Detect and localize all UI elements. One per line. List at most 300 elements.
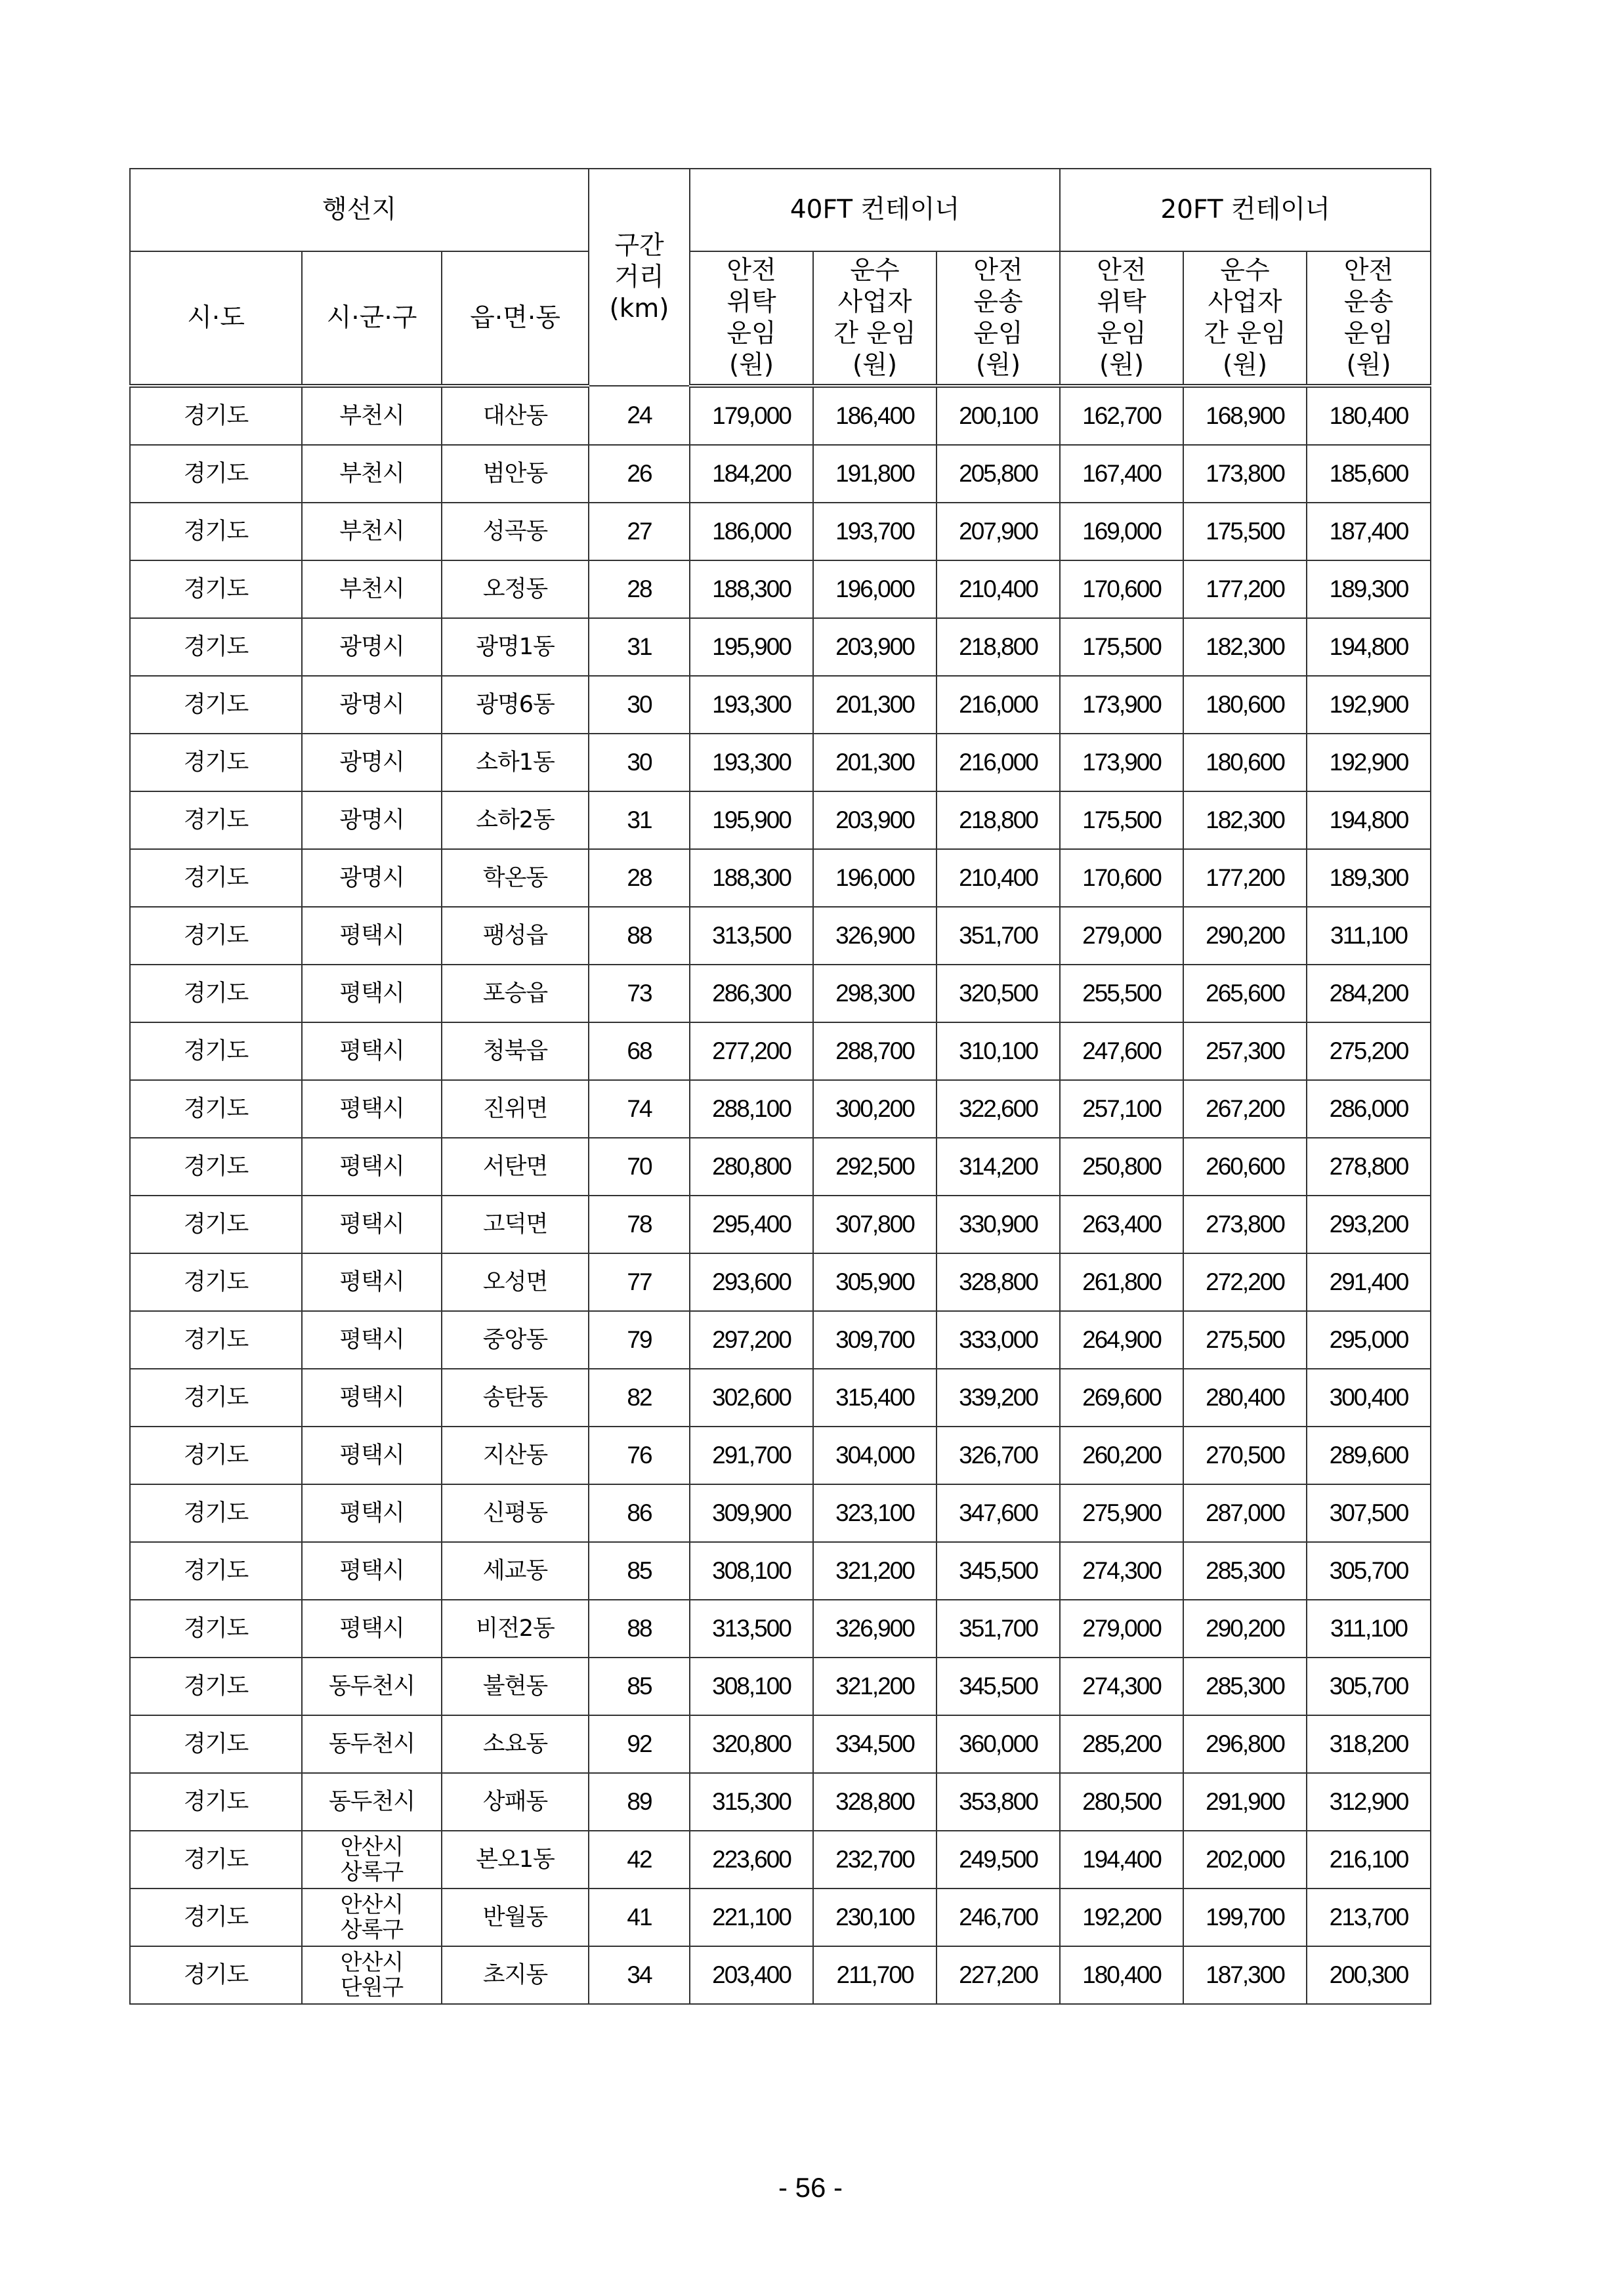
cell-town: 광명1동 — [442, 618, 589, 676]
cell-20ft-rate: 267,200 — [1183, 1080, 1307, 1138]
table-body — [130, 386, 1431, 2004]
cell-province: 경기도 — [130, 445, 302, 503]
cell-town: 팽성읍 — [442, 907, 589, 965]
header-rate-column-3 — [937, 251, 1060, 386]
cell-20ft-rate: 312,900 — [1307, 1773, 1431, 1831]
cell-distance: 73 — [589, 965, 690, 1022]
table-row — [130, 907, 1431, 965]
cell-20ft-rate: 275,200 — [1307, 1022, 1431, 1080]
cell-city-line: 상록구 — [340, 1917, 404, 1943]
cell-province: 경기도 — [130, 1022, 302, 1080]
header-distance — [589, 169, 690, 386]
cell-20ft-rate: 274,300 — [1060, 1542, 1183, 1600]
table-row — [130, 1946, 1431, 2004]
header-town: 읍·면·동 — [442, 251, 589, 386]
header-rate-line: 안전 — [973, 255, 1023, 285]
header-distance-line: 거리 — [614, 262, 664, 292]
cell-40ft-rate: 345,500 — [937, 1658, 1060, 1715]
header-rate-line: (원) — [975, 350, 1021, 380]
header-rate-line: 안전 — [726, 255, 776, 285]
cell-40ft-rate: 326,700 — [937, 1427, 1060, 1484]
cell-20ft-rate: 175,500 — [1183, 503, 1307, 560]
cell-20ft-rate: 189,300 — [1307, 560, 1431, 618]
cell-20ft-rate: 250,800 — [1060, 1138, 1183, 1196]
table-row — [130, 1889, 1431, 1946]
cell-40ft-rate: 218,800 — [937, 791, 1060, 849]
table-row — [130, 618, 1431, 676]
cell-city: 평택시 — [302, 1080, 442, 1138]
cell-20ft-rate: 260,200 — [1060, 1427, 1183, 1484]
cell-40ft-rate: 326,900 — [813, 1600, 937, 1658]
cell-20ft-rate: 187,400 — [1307, 503, 1431, 560]
cell-20ft-rate: 278,800 — [1307, 1138, 1431, 1196]
header-province: 시·도 — [130, 251, 302, 386]
cell-40ft-rate: 288,100 — [690, 1080, 813, 1138]
cell-distance: 26 — [589, 445, 690, 503]
cell-city: 평택시 — [302, 1311, 442, 1369]
cell-province: 경기도 — [130, 1773, 302, 1831]
cell-town: 초지동 — [442, 1946, 589, 2004]
header-rate-column-2 — [813, 251, 937, 386]
cell-40ft-rate: 295,400 — [690, 1196, 813, 1253]
cell-20ft-rate: 175,500 — [1060, 618, 1183, 676]
cell-province: 경기도 — [130, 560, 302, 618]
table-row — [130, 503, 1431, 560]
cell-distance: 88 — [589, 907, 690, 965]
cell-20ft-rate: 202,000 — [1183, 1831, 1307, 1889]
cell-40ft-rate: 297,200 — [690, 1311, 813, 1369]
cell-20ft-rate: 286,000 — [1307, 1080, 1431, 1138]
cell-20ft-rate: 287,000 — [1183, 1484, 1307, 1542]
cell-town: 비전2동 — [442, 1600, 589, 1658]
cell-city: 평택시 — [302, 1022, 442, 1080]
cell-40ft-rate: 196,000 — [813, 849, 937, 907]
cell-40ft-rate: 308,100 — [690, 1542, 813, 1600]
cell-20ft-rate: 175,500 — [1060, 791, 1183, 849]
table-row — [130, 1022, 1431, 1080]
cell-20ft-rate: 194,400 — [1060, 1831, 1183, 1889]
cell-20ft-rate: 260,600 — [1183, 1138, 1307, 1196]
cell-city: 평택시 — [302, 1542, 442, 1600]
cell-40ft-rate: 288,700 — [813, 1022, 937, 1080]
cell-40ft-rate: 201,300 — [813, 734, 937, 791]
header-rate-line: 안전 — [1097, 255, 1147, 285]
table-row — [130, 1080, 1431, 1138]
header-rate-line: 간 운임 — [833, 318, 916, 348]
page-number: - 56 - — [778, 2172, 843, 2203]
cell-20ft-rate: 200,300 — [1307, 1946, 1431, 2004]
header-20ft-container: 20FT 컨테이너 — [1060, 169, 1431, 251]
cell-40ft-rate: 205,800 — [937, 445, 1060, 503]
cell-40ft-rate: 291,700 — [690, 1427, 813, 1484]
cell-distance: 31 — [589, 618, 690, 676]
table-row — [130, 1196, 1431, 1253]
cell-town: 오성면 — [442, 1253, 589, 1311]
cell-20ft-rate: 280,400 — [1183, 1369, 1307, 1427]
cell-20ft-rate: 192,200 — [1060, 1889, 1183, 1946]
cell-40ft-rate: 320,800 — [690, 1715, 813, 1773]
cell-city: 평택시 — [302, 1369, 442, 1427]
cell-40ft-rate: 304,000 — [813, 1427, 937, 1484]
cell-20ft-rate: 305,700 — [1307, 1658, 1431, 1715]
header-rate-line: 운송 — [973, 287, 1023, 317]
cell-town: 소요동 — [442, 1715, 589, 1773]
header-destination: 행선지 — [130, 169, 589, 251]
cell-city: 평택시 — [302, 1196, 442, 1253]
cell-province: 경기도 — [130, 1427, 302, 1484]
cell-20ft-rate: 275,900 — [1060, 1484, 1183, 1542]
header-rate-column-6 — [1307, 251, 1431, 386]
cell-distance: 30 — [589, 676, 690, 734]
cell-city: 평택시 — [302, 965, 442, 1022]
cell-40ft-rate: 320,500 — [937, 965, 1060, 1022]
header-rate-line: 운임 — [973, 318, 1023, 348]
cell-20ft-rate: 284,200 — [1307, 965, 1431, 1022]
cell-20ft-rate: 293,200 — [1307, 1196, 1431, 1253]
header-rate-column-1 — [690, 251, 813, 386]
cell-40ft-rate: 179,000 — [690, 386, 813, 445]
cell-distance: 79 — [589, 1311, 690, 1369]
header-distance-unit: (km) — [609, 293, 669, 324]
cell-40ft-rate: 321,200 — [813, 1542, 937, 1600]
cell-20ft-rate: 257,300 — [1183, 1022, 1307, 1080]
cell-40ft-rate: 292,500 — [813, 1138, 937, 1196]
cell-town: 학온동 — [442, 849, 589, 907]
cell-distance: 82 — [589, 1369, 690, 1427]
header-rate-column-4 — [1060, 251, 1183, 386]
cell-city: 평택시 — [302, 1427, 442, 1484]
cell-20ft-rate: 216,100 — [1307, 1831, 1431, 1889]
cell-distance: 68 — [589, 1022, 690, 1080]
cell-city: 광명시 — [302, 791, 442, 849]
cell-20ft-rate: 169,000 — [1060, 503, 1183, 560]
cell-town: 서탄면 — [442, 1138, 589, 1196]
cell-40ft-rate: 249,500 — [937, 1831, 1060, 1889]
cell-40ft-rate: 246,700 — [937, 1889, 1060, 1946]
cell-distance: 85 — [589, 1542, 690, 1600]
table-row — [130, 1600, 1431, 1658]
header-rate-line: (원) — [728, 350, 774, 380]
cell-40ft-rate: 313,500 — [690, 907, 813, 965]
table-row — [130, 1658, 1431, 1715]
cell-20ft-rate: 318,200 — [1307, 1715, 1431, 1773]
cell-40ft-rate: 293,600 — [690, 1253, 813, 1311]
header-rate-line: 사업자 — [1208, 287, 1282, 317]
table-row — [130, 849, 1431, 907]
cell-town: 범안동 — [442, 445, 589, 503]
header-rate-line: 안전 — [1343, 255, 1394, 285]
cell-40ft-rate: 193,300 — [690, 676, 813, 734]
cell-town: 반월동 — [442, 1889, 589, 1946]
header-rate-line: (원) — [1099, 350, 1145, 380]
cell-20ft-rate: 185,600 — [1307, 445, 1431, 503]
table-row — [130, 445, 1431, 503]
cell-city — [302, 1831, 442, 1889]
cell-town: 세교동 — [442, 1542, 589, 1600]
cell-40ft-rate: 210,400 — [937, 560, 1060, 618]
cell-20ft-rate: 255,500 — [1060, 965, 1183, 1022]
cell-40ft-rate: 328,800 — [813, 1773, 937, 1831]
cell-city: 평택시 — [302, 1253, 442, 1311]
cell-20ft-rate: 273,800 — [1183, 1196, 1307, 1253]
header-rate-line: (원) — [1222, 350, 1268, 380]
cell-40ft-rate: 200,100 — [937, 386, 1060, 445]
cell-town: 성곡동 — [442, 503, 589, 560]
cell-40ft-rate: 315,300 — [690, 1773, 813, 1831]
cell-20ft-rate: 173,900 — [1060, 676, 1183, 734]
cell-40ft-rate: 221,100 — [690, 1889, 813, 1946]
cell-province: 경기도 — [130, 1658, 302, 1715]
cell-city: 광명시 — [302, 734, 442, 791]
cell-distance: 85 — [589, 1658, 690, 1715]
header-rate-line: 위탁 — [726, 287, 776, 317]
cell-40ft-rate: 203,900 — [813, 791, 937, 849]
cell-40ft-rate: 360,000 — [937, 1715, 1060, 1773]
cell-town: 중앙동 — [442, 1311, 589, 1369]
cell-city: 부천시 — [302, 503, 442, 560]
cell-town: 고덕면 — [442, 1196, 589, 1253]
cell-distance: 92 — [589, 1715, 690, 1773]
cell-40ft-rate: 339,200 — [937, 1369, 1060, 1427]
cell-20ft-rate: 192,900 — [1307, 676, 1431, 734]
cell-province: 경기도 — [130, 907, 302, 965]
cell-20ft-rate: 279,000 — [1060, 1600, 1183, 1658]
cell-distance: 42 — [589, 1831, 690, 1889]
cell-province: 경기도 — [130, 386, 302, 445]
cell-40ft-rate: 210,400 — [937, 849, 1060, 907]
cell-20ft-rate: 247,600 — [1060, 1022, 1183, 1080]
cell-city-line: 안산시 — [340, 1950, 404, 1976]
cell-city: 광명시 — [302, 676, 442, 734]
header-40ft-container: 40FT 컨테이너 — [690, 169, 1060, 251]
table-header — [130, 169, 1431, 386]
cell-city: 광명시 — [302, 849, 442, 907]
cell-province: 경기도 — [130, 1889, 302, 1946]
table-row — [130, 1138, 1431, 1196]
cell-40ft-rate: 314,200 — [937, 1138, 1060, 1196]
cell-20ft-rate: 289,600 — [1307, 1427, 1431, 1484]
cell-province: 경기도 — [130, 618, 302, 676]
cell-town: 불현동 — [442, 1658, 589, 1715]
cell-20ft-rate: 296,800 — [1183, 1715, 1307, 1773]
cell-20ft-rate: 275,500 — [1183, 1311, 1307, 1369]
cell-40ft-rate: 347,600 — [937, 1484, 1060, 1542]
cell-40ft-rate: 321,200 — [813, 1658, 937, 1715]
cell-40ft-rate: 333,000 — [937, 1311, 1060, 1369]
cell-40ft-rate: 280,800 — [690, 1138, 813, 1196]
cell-20ft-rate: 194,800 — [1307, 791, 1431, 849]
table-row — [130, 1484, 1431, 1542]
table-row — [130, 1427, 1431, 1484]
cell-20ft-rate: 177,200 — [1183, 560, 1307, 618]
cell-20ft-rate: 290,200 — [1183, 907, 1307, 965]
cell-distance: 74 — [589, 1080, 690, 1138]
cell-40ft-rate: 305,900 — [813, 1253, 937, 1311]
cell-city: 부천시 — [302, 560, 442, 618]
cell-20ft-rate: 295,000 — [1307, 1311, 1431, 1369]
cell-town: 진위면 — [442, 1080, 589, 1138]
header-rate-line: 운수 — [850, 255, 900, 285]
cell-city — [302, 1946, 442, 2004]
header-rate-line: 운임 — [1097, 318, 1147, 348]
cell-20ft-rate: 180,600 — [1183, 676, 1307, 734]
cell-20ft-rate: 170,600 — [1060, 560, 1183, 618]
cell-province: 경기도 — [130, 1831, 302, 1889]
cell-40ft-rate: 232,700 — [813, 1831, 937, 1889]
cell-40ft-rate: 286,300 — [690, 965, 813, 1022]
cell-40ft-rate: 334,500 — [813, 1715, 937, 1773]
cell-town: 상패동 — [442, 1773, 589, 1831]
cell-distance: 28 — [589, 560, 690, 618]
cell-40ft-rate: 322,600 — [937, 1080, 1060, 1138]
cell-40ft-rate: 307,800 — [813, 1196, 937, 1253]
table-row — [130, 1773, 1431, 1831]
cell-40ft-rate: 230,100 — [813, 1889, 937, 1946]
cell-40ft-rate: 201,300 — [813, 676, 937, 734]
cell-distance: 28 — [589, 849, 690, 907]
cell-distance: 31 — [589, 791, 690, 849]
cell-town: 광명6동 — [442, 676, 589, 734]
cell-town: 신평동 — [442, 1484, 589, 1542]
cell-40ft-rate: 211,700 — [813, 1946, 937, 2004]
cell-city: 동두천시 — [302, 1658, 442, 1715]
cell-40ft-rate: 184,200 — [690, 445, 813, 503]
cell-20ft-rate: 264,900 — [1060, 1311, 1183, 1369]
cell-20ft-rate: 187,300 — [1183, 1946, 1307, 2004]
cell-40ft-rate: 300,200 — [813, 1080, 937, 1138]
table-row — [130, 560, 1431, 618]
cell-40ft-rate: 309,700 — [813, 1311, 937, 1369]
cell-40ft-rate: 315,400 — [813, 1369, 937, 1427]
cell-20ft-rate: 311,100 — [1307, 907, 1431, 965]
cell-city: 광명시 — [302, 618, 442, 676]
freight-rate-table — [129, 168, 1431, 2005]
cell-20ft-rate: 300,400 — [1307, 1369, 1431, 1427]
cell-40ft-rate: 188,300 — [690, 849, 813, 907]
cell-city-line: 단원구 — [340, 1974, 404, 2001]
cell-40ft-rate: 351,700 — [937, 1600, 1060, 1658]
cell-town: 포승읍 — [442, 965, 589, 1022]
header-city: 시·군·구 — [302, 251, 442, 386]
table-row — [130, 791, 1431, 849]
cell-40ft-rate: 216,000 — [937, 676, 1060, 734]
cell-40ft-rate: 298,300 — [813, 965, 937, 1022]
cell-20ft-rate: 285,300 — [1183, 1658, 1307, 1715]
cell-20ft-rate: 194,800 — [1307, 618, 1431, 676]
table-row — [130, 1542, 1431, 1600]
cell-town: 지산동 — [442, 1427, 589, 1484]
header-rate-line: 간 운임 — [1204, 318, 1286, 348]
cell-20ft-rate: 182,300 — [1183, 791, 1307, 849]
cell-distance: 86 — [589, 1484, 690, 1542]
cell-20ft-rate: 199,700 — [1183, 1889, 1307, 1946]
header-rate-line: 사업자 — [837, 287, 912, 317]
cell-40ft-rate: 195,900 — [690, 618, 813, 676]
table-row — [130, 734, 1431, 791]
cell-distance: 89 — [589, 1773, 690, 1831]
cell-province: 경기도 — [130, 1715, 302, 1773]
cell-20ft-rate: 180,400 — [1307, 386, 1431, 445]
cell-40ft-rate: 351,700 — [937, 907, 1060, 965]
cell-province: 경기도 — [130, 1542, 302, 1600]
cell-40ft-rate: 328,800 — [937, 1253, 1060, 1311]
cell-province: 경기도 — [130, 1311, 302, 1369]
cell-20ft-rate: 168,900 — [1183, 386, 1307, 445]
cell-20ft-rate: 213,700 — [1307, 1889, 1431, 1946]
cell-20ft-rate: 173,900 — [1060, 734, 1183, 791]
cell-city-line: 안산시 — [340, 1834, 404, 1860]
cell-40ft-rate: 323,100 — [813, 1484, 937, 1542]
cell-20ft-rate: 280,500 — [1060, 1773, 1183, 1831]
table-row — [130, 1253, 1431, 1311]
header-rate-line: 위탁 — [1097, 287, 1147, 317]
header-rate-column-5 — [1183, 251, 1307, 386]
cell-town: 소하1동 — [442, 734, 589, 791]
cell-20ft-rate: 270,500 — [1183, 1427, 1307, 1484]
cell-40ft-rate: 277,200 — [690, 1022, 813, 1080]
table-row — [130, 1369, 1431, 1427]
cell-distance: 78 — [589, 1196, 690, 1253]
cell-40ft-rate: 196,000 — [813, 560, 937, 618]
cell-province: 경기도 — [130, 676, 302, 734]
cell-province: 경기도 — [130, 734, 302, 791]
cell-40ft-rate: 223,600 — [690, 1831, 813, 1889]
cell-20ft-rate: 274,300 — [1060, 1658, 1183, 1715]
header-rate-line: 운임 — [1343, 318, 1394, 348]
cell-40ft-rate: 191,800 — [813, 445, 937, 503]
cell-province: 경기도 — [130, 849, 302, 907]
cell-city-line: 안산시 — [340, 1892, 404, 1918]
cell-distance: 27 — [589, 503, 690, 560]
cell-city-line: 상록구 — [340, 1859, 404, 1885]
cell-city: 부천시 — [302, 445, 442, 503]
cell-40ft-rate: 193,700 — [813, 503, 937, 560]
cell-20ft-rate: 285,200 — [1060, 1715, 1183, 1773]
header-distance-line: 구간 — [614, 230, 664, 261]
cell-20ft-rate: 189,300 — [1307, 849, 1431, 907]
cell-20ft-rate: 307,500 — [1307, 1484, 1431, 1542]
cell-40ft-rate: 186,000 — [690, 503, 813, 560]
cell-city: 동두천시 — [302, 1773, 442, 1831]
cell-40ft-rate: 203,900 — [813, 618, 937, 676]
cell-province: 경기도 — [130, 1369, 302, 1427]
cell-20ft-rate: 167,400 — [1060, 445, 1183, 503]
cell-distance: 24 — [589, 386, 690, 445]
table-row — [130, 386, 1431, 445]
cell-20ft-rate: 269,600 — [1060, 1369, 1183, 1427]
cell-province: 경기도 — [130, 1600, 302, 1658]
cell-20ft-rate: 162,700 — [1060, 386, 1183, 445]
cell-40ft-rate: 326,900 — [813, 907, 937, 965]
cell-town: 청북읍 — [442, 1022, 589, 1080]
cell-20ft-rate: 192,900 — [1307, 734, 1431, 791]
cell-distance: 30 — [589, 734, 690, 791]
cell-distance: 76 — [589, 1427, 690, 1484]
cell-20ft-rate: 182,300 — [1183, 618, 1307, 676]
header-rate-line: 운수 — [1220, 255, 1270, 285]
cell-20ft-rate: 180,400 — [1060, 1946, 1183, 2004]
cell-province: 경기도 — [130, 1484, 302, 1542]
table-row — [130, 676, 1431, 734]
header-rate-line: 운임 — [726, 318, 776, 348]
cell-40ft-rate: 207,900 — [937, 503, 1060, 560]
cell-province: 경기도 — [130, 503, 302, 560]
cell-20ft-rate: 285,300 — [1183, 1542, 1307, 1600]
cell-distance: 41 — [589, 1889, 690, 1946]
cell-city: 동두천시 — [302, 1715, 442, 1773]
cell-20ft-rate: 265,600 — [1183, 965, 1307, 1022]
cell-20ft-rate: 291,900 — [1183, 1773, 1307, 1831]
